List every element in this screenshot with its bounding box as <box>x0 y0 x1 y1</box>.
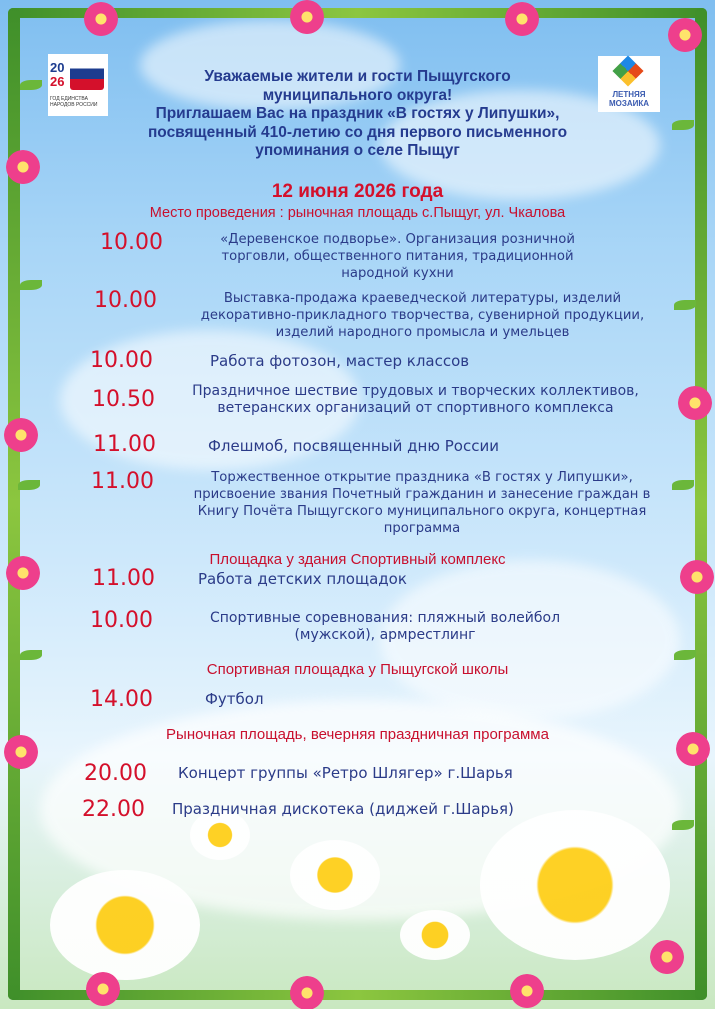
schedule-desc: Работа детских площадок <box>198 570 407 588</box>
schedule-time: 10.00 <box>90 608 153 633</box>
schedule-time: 10.00 <box>100 230 163 255</box>
schedule-time: 10.00 <box>94 288 157 313</box>
schedule-desc: Торжественное открытие праздника «В гостях у Липушки», присвоение звания Почетный гражданин и занесение граждан в Книгу Почёта Пыщугского муниципального округа, концертная программа <box>193 470 651 536</box>
leaf-icon <box>20 280 42 290</box>
schedule-time: 20.00 <box>84 761 147 786</box>
flower-icon <box>86 972 120 1006</box>
schedule-time: 22.00 <box>82 797 145 822</box>
daisy-icon <box>290 840 380 910</box>
logo-text: ЛЕТНЯЯ МОЗАИКА <box>608 90 650 108</box>
header-line: муниципального округа! <box>262 86 453 104</box>
schedule-time: 10.00 <box>90 348 153 373</box>
leaf-icon <box>672 820 694 830</box>
schedule-desc: Работа фотозон, мастер классов <box>210 352 470 370</box>
schedule-desc: «Деревенское подворье». Организация розничной торговли, общественного питания, традиционной народной кухни <box>220 232 575 281</box>
flower-icon <box>505 2 539 36</box>
schedule-desc: Футбол <box>205 690 264 708</box>
flower-icon <box>678 386 712 420</box>
schedule-time: 10.50 <box>92 387 155 412</box>
flower-icon <box>84 2 118 36</box>
daisy-icon <box>400 910 470 960</box>
leaf-icon <box>20 650 42 660</box>
logo-year-bottom: 26 <box>50 74 65 89</box>
header-line: посвященный 410-летию со дня первого письменного <box>147 123 568 141</box>
flower-icon <box>650 940 684 974</box>
leaf-icon <box>674 300 696 310</box>
header-line: Уважаемые жители и гости Пыщугского <box>204 68 511 85</box>
schedule-desc: Праздничное шествие трудовых и творческих коллективов, ветеранских организаций от спортивного комплекса <box>192 383 639 416</box>
event-date: 12 июня 2026 года <box>271 181 444 202</box>
flower-icon <box>290 976 324 1009</box>
header-line: упоминания о селе Пыщуг <box>255 142 460 159</box>
schedule-desc: Флешмоб, посвященный дню России <box>208 437 499 455</box>
header-line: Приглашаем Вас на праздник «В гостях у Липушки», <box>155 105 560 122</box>
section-title: Рыночная площадь, вечерняя праздничная программа <box>166 726 549 743</box>
flower-icon <box>4 418 38 452</box>
section-title: Спортивная площадка у Пыщугской школы <box>206 661 509 678</box>
schedule-time: 11.00 <box>93 432 156 457</box>
event-venue: Место проведения : рыночная площадь с.Пыщуг, ул. Чкалова <box>149 205 566 221</box>
logo-caption: ГОД ЕДИНСТВА НАРОДОВ РОССИИ <box>50 96 98 108</box>
leaf-icon <box>674 650 696 660</box>
daisy-icon <box>50 870 200 980</box>
logo-year-top: 20 <box>50 60 65 75</box>
leaf-icon <box>672 480 694 490</box>
schedule-desc: Спортивные соревнования: пляжный волейбол (мужской), армрестлинг <box>209 610 561 643</box>
schedule-desc: Концерт группы «Ретро Шлягер» г.Шарья <box>178 764 513 782</box>
schedule-time: 14.00 <box>90 687 153 712</box>
invitation-header <box>0 68 715 161</box>
schedule-desc: Праздничная дискотека (диджей г.Шарья) <box>172 800 514 818</box>
daisy-icon <box>480 810 670 960</box>
schedule-time: 11.00 <box>91 469 154 494</box>
schedule-time: 11.00 <box>92 566 155 591</box>
leaf-icon <box>18 480 40 490</box>
section-title: Площадка у здания Спортивный комплекс <box>209 551 506 568</box>
schedule-desc: Выставка-продажа краеведческой литературы, изделий декоративно-прикладного творчества, сувенирной продукции, изделий народного промысла и умельцев <box>200 291 645 340</box>
flower-icon <box>510 974 544 1008</box>
flower-icon <box>290 0 324 34</box>
flower-icon <box>668 18 702 52</box>
